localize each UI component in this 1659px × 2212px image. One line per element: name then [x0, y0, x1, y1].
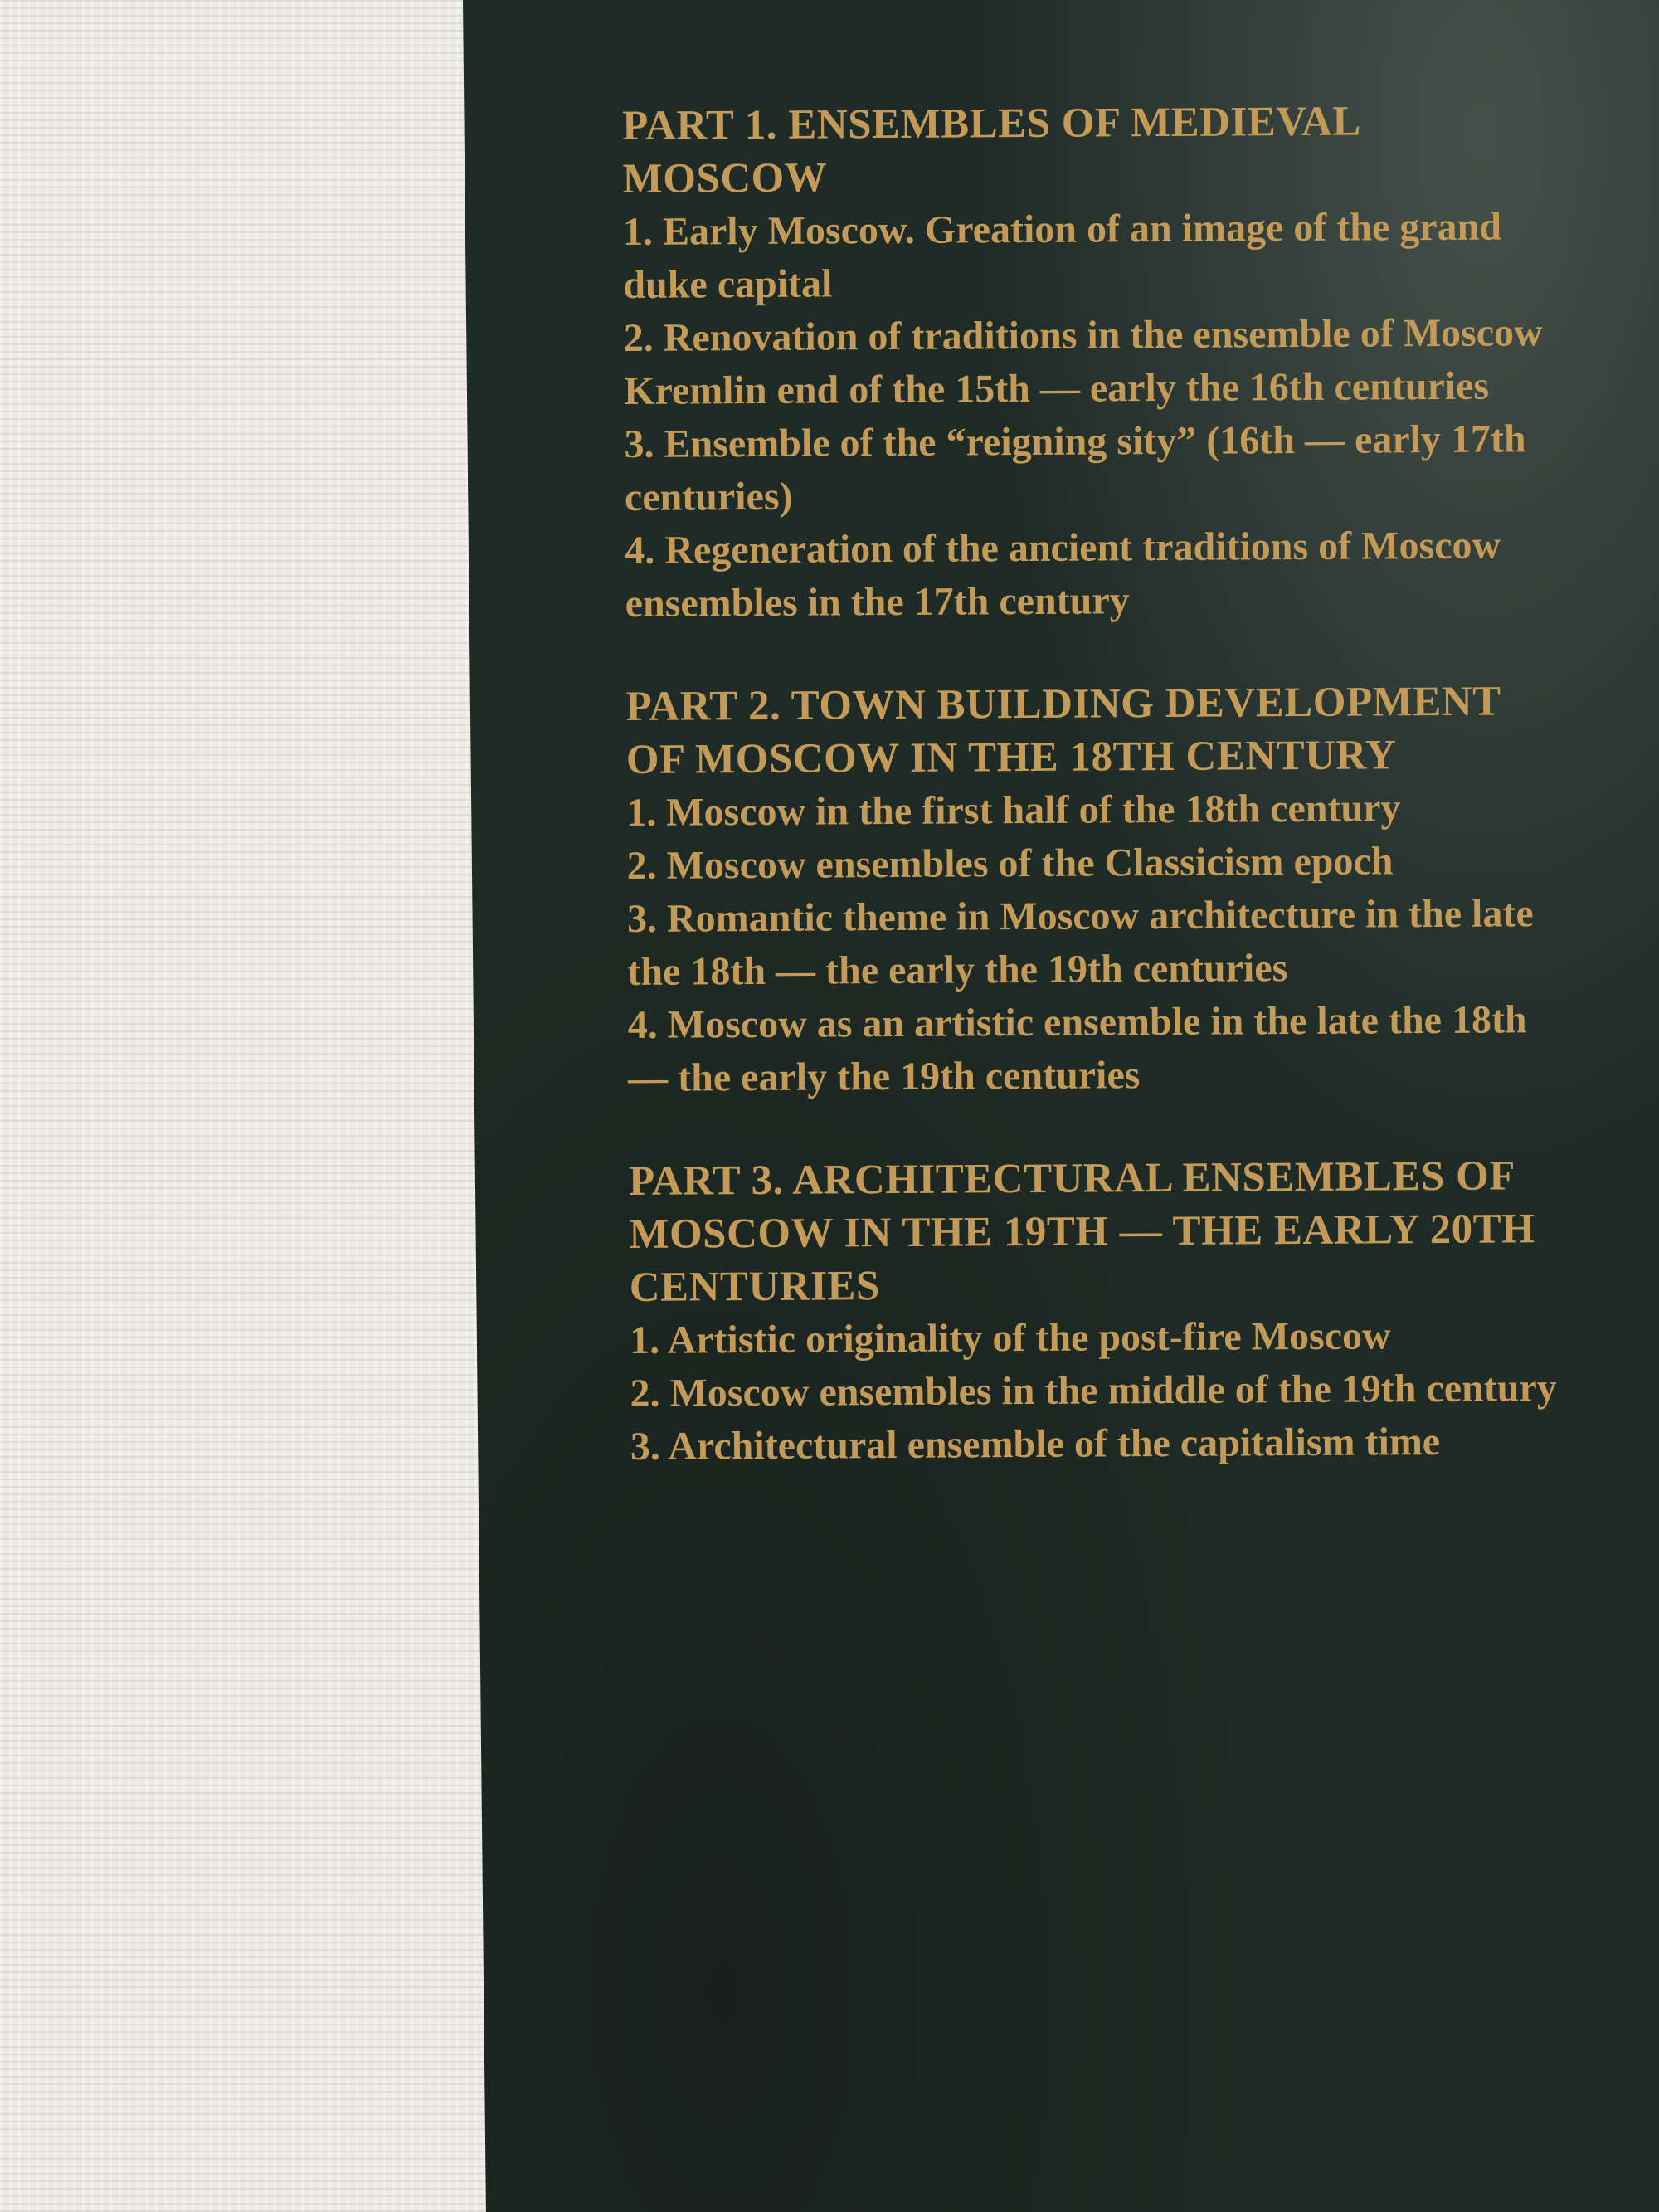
- part-2-section: [625, 675, 1565, 1105]
- part-2-chapter-4: 4. Moscow as an artistic ensemble in the late the 18th — the early the 19th centuries: [627, 997, 1527, 1100]
- part-1-chapter-1: 1. Early Moscow. Greation of an image of the grand duke capital: [622, 204, 1502, 307]
- part-3-chapter-2: 2. Moscow ensembles in the middle of the 19th century: [630, 1366, 1557, 1415]
- part-1-chapter-3: 3. Ensemble of the “reigning sity” (16th — early 17th centuries): [624, 417, 1526, 519]
- part-3-chapter-3: 3. Architectural ensemble of the capitalism time: [630, 1420, 1441, 1469]
- part-1-chapter-4: 4. Regeneration of the ancient traditions of Moscow ensembles in the 17th century: [625, 523, 1501, 626]
- part-2-chapter-3: 3. Romantic theme in Moscow architecture in the late the 18th — the early the 19th centuries: [626, 891, 1534, 994]
- endpaper-background: [0, 0, 498, 2212]
- part-2-title: PART 2. TOWN BUILDING DEVELOPMENT OF MOSCOW IN THE 18TH CENTURY: [625, 678, 1501, 783]
- part-1-section: [622, 94, 1563, 631]
- part-3-chapter-1: 1. Artistic originality of the post-fire Moscow: [629, 1313, 1391, 1362]
- table-of-contents: [622, 94, 1568, 1523]
- part-3-title: PART 3. ARCHITECTURAL ENSEMBLES OF MOSCOW IN THE 19TH — THE EARLY 20TH CENTURIES: [628, 1152, 1535, 1311]
- part-2-chapter-1: 1. Moscow in the first half of the 18th century: [626, 786, 1401, 835]
- part-3-section: [629, 1149, 1568, 1474]
- part-2-chapter-2: 2. Moscow ensembles of the Classicism epoch: [626, 839, 1394, 888]
- part-1-title: PART 1. ENSEMBLES OF MEDIEVAL MOSCOW: [622, 98, 1360, 202]
- part-1-chapter-2: 2. Renovation of traditions in the ensemble of Moscow Kremlin end of the 15th — early the 16th centuries: [623, 310, 1543, 413]
